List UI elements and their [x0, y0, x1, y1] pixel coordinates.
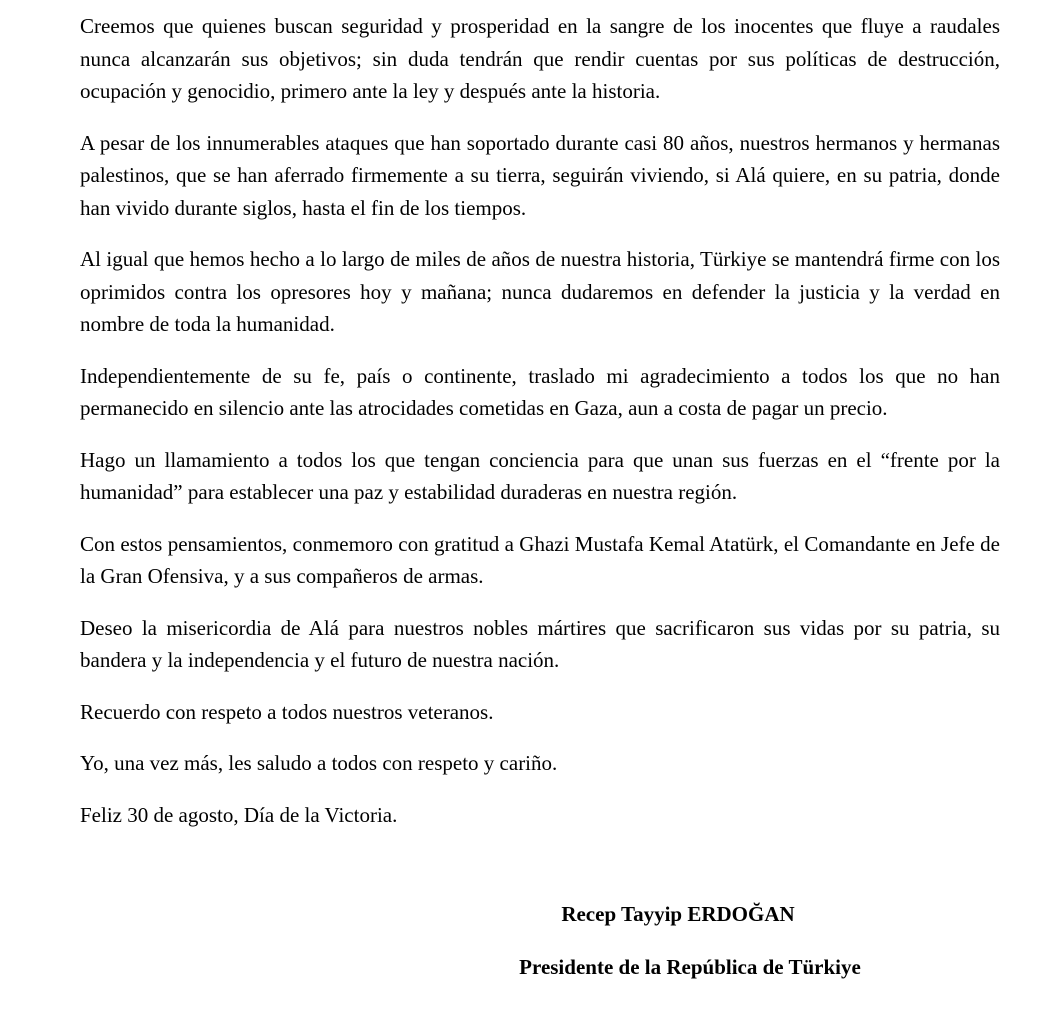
paragraph-veterans: Recuerdo con respeto a todos nuestros veteranos.: [80, 699, 494, 724]
signature-name: Recep Tayyip ERDOĞAN: [561, 902, 795, 926]
paragraph-martyrs: Deseo la misericordia de Alá para nuestros nobles mártires que sacrificaron sus vidas por su patria, su bandera y la independencia y el futuro de nuestra nación.: [80, 615, 1000, 672]
paragraph-accountability: Creemos que quienes buscan seguridad y prosperidad en la sangre de los inocentes que fluye a raudales nunca alcanzarán sus objetivos; sin duda tendrán que rendir cuentas por sus políticas de destrucción, ocupación y genocidio, primero ante la ley y después ante la historia.: [80, 14, 1000, 103]
paragraph-gratitude: Independientemente de su fe, país o continente, traslado mi agradecimiento a todos los que no han permanecido en silencio ante las atrocidades cometidas en Gaza, aun a costa de pagar un precio.: [80, 363, 1000, 420]
paragraph-victory-day: Feliz 30 de agosto, Día de la Victoria.: [80, 802, 398, 827]
paragraph-greetings: Yo, una vez más, les saludo a todos con respeto y cariño.: [80, 751, 558, 775]
paragraph-ataturk: Con estos pensamientos, conmemoro con gratitud a Ghazi Mustafa Kemal Atatürk, el Comandante en Jefe de la Gran Ofensiva, y a sus compañeros de armas.: [80, 531, 1000, 588]
document-body: [80, 10, 1000, 850]
paragraph-palestinians: A pesar de los innumerables ataques que han soportado durante casi 80 años, nuestros hermanos y hermanas palestinos, que se han aferrado firmemente a su tierra, seguirán viviendo, si Alá quiere, en su patria, donde han vivido durante siglos, hasta el fin de los tiempos.: [80, 130, 1000, 220]
signature-title: Presidente de la República de Türkiye: [519, 955, 861, 979]
paragraph-call-to-action: Hago un llamamiento a todos los que tengan conciencia para que unan sus fuerzas en el “frente por la humanidad” para establecer una paz y estabilidad duraderas en nuestra región.: [80, 447, 1000, 504]
paragraph-turkiye-stance: Al igual que hemos hecho a lo largo de miles de años de nuestra historia, Türkiye se mantendrá firme con los oprimidos contra los opresores hoy y mañana; nunca dudaremos en defender la justicia y la verdad en nombre de toda la humanidad.: [80, 247, 1000, 336]
